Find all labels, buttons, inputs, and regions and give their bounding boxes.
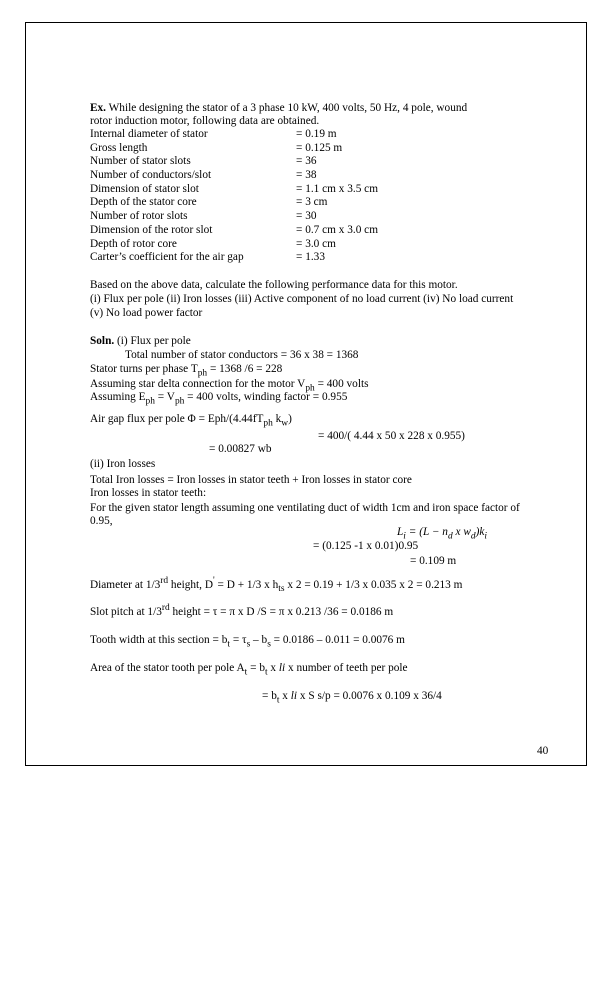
solution-line: (ii) Iron losses [90, 458, 156, 470]
solution-line: Total number of stator conductors = 36 x 38 = 1368 [125, 349, 359, 361]
example-intro: Ex. While designing the stator of a 3 phase 10 kW, 400 volts, 50 Hz, 4 pole, wound [90, 102, 468, 114]
solution-line: 0.95, [90, 515, 113, 527]
solution-line: Iron losses in stator teeth: [90, 487, 207, 499]
data-row: Dimension of stator slot = 1.1 cm x 3.5 cm [90, 182, 378, 195]
solution-line: Assuming $E_{ph} = V_{ph} = 400$ volts, winding factor = 0.955 [90, 391, 348, 407]
data-row: Dimension of the rotor slot = 0.7 cm x 3.0 cm [90, 223, 378, 236]
solution-heading: Soln. (i) Flux per pole [90, 335, 191, 347]
solution-label: Soln. [90, 335, 115, 347]
solution-line: For the given stator length assuming one ventilating duct of width 1cm and iron space factor of [90, 502, 520, 514]
solution-line: Area of the stator tooth per pole $A_t = b_t$ x li x number of teeth per pole [90, 662, 408, 678]
solution-line: Stator turns per phase $T_{ph} = 1368$ /6 = 228 [90, 363, 283, 379]
given-data-table [90, 128, 378, 265]
data-row: Depth of rotor core = 3.0 cm [90, 237, 336, 250]
data-row: Number of rotor slots = 30 [90, 210, 317, 223]
solution-line: Slot pitch at 1/3rd height = τ = π x D /S = π x 0.213 /36 = 0.0186 m [90, 603, 394, 618]
task-line: (i) Flux per pole (ii) Iron losses (iii) Active component of no load current (iv) No load current [90, 293, 514, 305]
solution-line: Air gap flux per pole Φ = Eph/($4.44fT_{ph}$ $k_w$) [90, 413, 292, 429]
solution-line: $L_i = (L - n_d$ x $w_d)k_i$ [397, 526, 487, 542]
solution-line: = 0.109 m [410, 555, 457, 567]
data-row: Carter’s coefficient for the air gap = 1.33 [90, 251, 325, 264]
data-row: Number of stator slots = 36 [90, 155, 317, 168]
solution-line: Total Iron losses = Iron losses in stator teeth + Iron losses in stator core [90, 474, 412, 486]
data-row: Number of conductors/slot = 38 [90, 169, 317, 182]
solution-line: Assuming star delta connection for the motor $V_{ph} = 400$ volts [90, 378, 369, 394]
page-number: 40 [537, 745, 549, 757]
solution-line: Tooth width at this section = $b_t = \tau_s - b_s = 0.0186 - 0.011 = 0.0076$ m [90, 634, 405, 650]
example-label: Ex. [90, 102, 107, 114]
solution-line: Diameter at 1/3rd height, D' = D + 1/3 x $h_{ts}$ x 2 = 0.19 + 1/3 x 0.035 x 2 = 0.213 m [90, 576, 463, 595]
task-line: (v) No load power factor [90, 307, 203, 319]
solution-line: = $b_t$ x li x S s/p = 0.0076 x 0.109 x 36/4 [262, 690, 442, 706]
data-row: Depth of the stator core = 3 cm [90, 196, 328, 209]
solution-line: = (0.125 -1 x 0.01)0.95 [313, 540, 419, 552]
data-row: Gross length = 0.125 m [90, 141, 343, 154]
example-intro-cont: rotor induction motor, following data are obtained. [90, 115, 320, 127]
solution-line: = 400/( 4.44 x 50 x 228 x 0.955) [318, 430, 465, 442]
solution-line: = 0.00827 wb [209, 443, 272, 455]
task-line: Based on the above data, calculate the following performance data for this motor. [90, 279, 458, 291]
data-row: Internal diameter of stator = 0.19 m [90, 128, 337, 140]
